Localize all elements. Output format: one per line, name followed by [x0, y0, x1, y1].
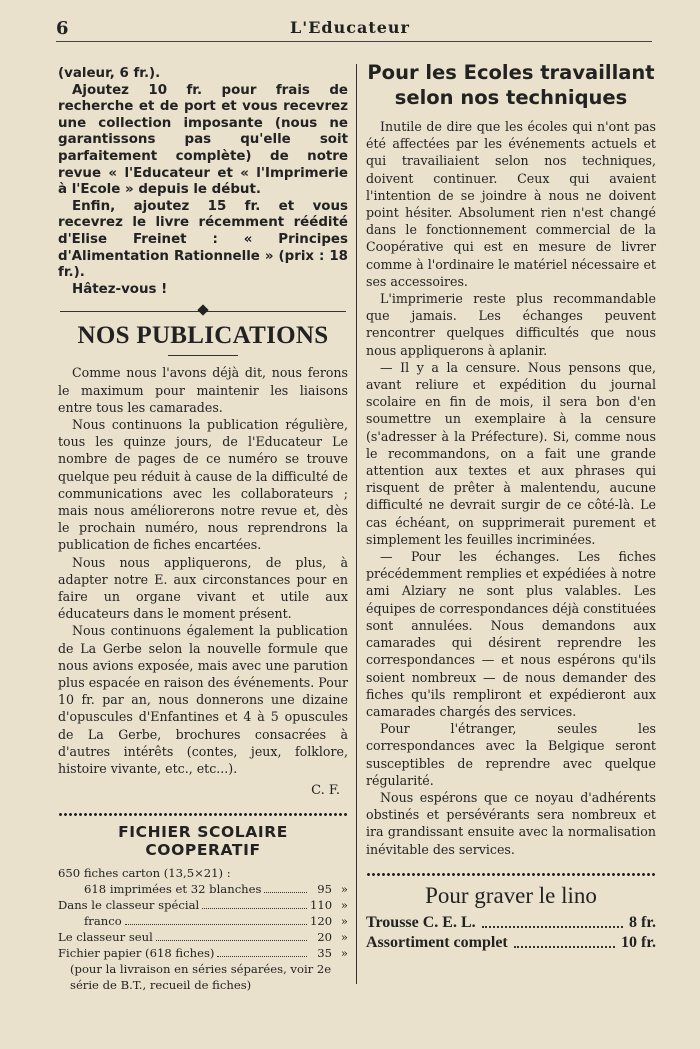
price-row: [58, 945, 348, 961]
lino-label: Trousse C. E. L.: [366, 913, 476, 931]
ecoles-paragraph: L'imprimerie reste plus recommandable que jamais. Les échanges peuvent rencontrer quelques difficultés que nous nous appliquerons à aplanir.: [366, 291, 656, 358]
offer-line: (valeur, 6 fr.).: [58, 66, 161, 81]
price-row: [58, 929, 348, 945]
lino-row: [366, 913, 656, 933]
price-label: franco: [84, 914, 122, 929]
pub-paragraph: Nous nous appliquerons, de plus, à adapter notre E. aux circonstances pour en faire un organe vivant et utile aux éducateurs dans le moment présent.: [58, 554, 348, 622]
price-value: 120: [310, 914, 333, 929]
price-value: 20: [317, 930, 332, 945]
pub-paragraph: Nous continuons également la publication de La Gerbe selon la nouvelle formule que nous avions exposée, mais avec une parution plus espacée en raison des événements. Pour 10 fr. par an, nous donnerons une dizaine d'opuscules d'Enfantines et 4 à 5 opuscules de La Gerbe, brochures consacrées à d'autres intérêts (contes, jeux, folklore, histoire vivante, etc., etc...).: [58, 623, 348, 776]
ecoles-paragraph: — Pour les échanges. Les fiches précédemment remplies et expédiées à notre ami Alziary ne sont plus valables. Les équipes de correspondances déjà constituées sont annulées. Nous demandons aux camarades qui désirent reprendre les correspondances — et nous espérons qu'ils soient nombreux — de nous demander des fiches qu'ils rempliront et expédieront aux camarades chargés des services.: [366, 549, 656, 719]
price-row: [58, 881, 348, 897]
price-value: 110: [310, 898, 333, 913]
price-label: 650 fiches carton (13,5×21) :: [58, 866, 231, 881]
price-label: Fichier papier (618 fiches): [58, 946, 215, 961]
lino-value: 10 fr.: [621, 933, 656, 951]
ecoles-paragraph: Pour l'étranger, seules les correspondances avec la Belgique seront susceptibles de reprendre avec quelque régularité.: [366, 721, 656, 788]
lino-value: 8 fr.: [629, 913, 656, 931]
publications-heading: NOS PUBLICATIONS: [77, 322, 329, 350]
price-value: 35: [317, 946, 332, 961]
price-value: 95: [317, 882, 332, 897]
running-title: L'Educateur: [290, 18, 410, 37]
signature: C. F.: [311, 783, 340, 799]
price-row: [58, 913, 348, 929]
dotted-divider: [58, 812, 348, 817]
fichier-note: (pour la livraison en séries séparées, voir 2e série de B.T., recueil de fiches): [70, 962, 332, 993]
price-label: 618 imprimées et 32 blanches: [84, 882, 262, 897]
price-row: [58, 897, 348, 913]
right-column: [366, 60, 656, 953]
ecoles-heading: Pour les Ecoles travaillant selon nos techniques: [367, 61, 655, 109]
subscription-offer: [58, 66, 348, 298]
heading-rule: [168, 355, 238, 356]
ecoles-paragraph: — Il y a la censure. Nous pensons que, avant reliure et expédition du journal scolaire en fin de mois, il sera bon d'en soumettre un exemplaire à la censure (s'adresser à la Préfecture). Si, comme nous le recommandons, on a fait une grande attention aux textes et aux phrases qui risquent de prêter à malentendu, aucune difficulté ne devrait surgir de ce côté-là. Le cas échéant, on supprimerait purement et simplement les feuilles incriminées.: [366, 359, 656, 547]
header-rule: [56, 41, 652, 42]
fichier-title: FICHIER SCOLAIRE COOPERATIF: [118, 823, 288, 860]
price-label: Le classeur seul: [58, 930, 153, 945]
left-column: [58, 66, 348, 993]
column-divider: [356, 64, 357, 984]
ecoles-paragraph: Inutile de dire que les écoles qui n'ont pas été affectées par les événements actuels et qui travailiaient selon nos techniques, doivent continuer. Ceux qui avaient l'intention de se joindre à nous ne doivent point hésiter. Absolument rien n'est changé dans le fonctionnement commercial de la Coopérative qui est en mesure de livrer comme à l'ordinaire le matériel nécessaire et ses accessoires.: [366, 119, 656, 289]
price-unit: »: [340, 914, 348, 929]
pub-paragraph: Comme nous l'avons déjà dit, nous ferons le maximum pour maintenir les liaisons entre tous les camarades.: [58, 365, 348, 415]
price-unit: »: [340, 898, 348, 913]
offer-line: Ajoutez 10 fr. pour frais de recherche et de port et vous recevrez une collection imposante (nous ne garantissons pas qu'elle soit parfaitement complète) de notre revue « l'Educateur et « l'Imprimerie à l'Ecole » depuis le début.: [58, 82, 348, 198]
ecoles-paragraph: Nous espérons que ce noyau d'adhérents obstinés et persévérants sera nombreux et ira grandissant ensuite avec la normalisation inévitable des services.: [366, 789, 656, 857]
price-unit: »: [340, 930, 348, 945]
price-unit: »: [340, 946, 348, 961]
lino-label: Assortiment complet: [366, 933, 508, 951]
lino-row: [366, 933, 656, 953]
price-label: Dans le classeur spécial: [58, 898, 200, 913]
offer-line: Enfin, ajoutez 15 fr. et vous recevrez le livre récemment réédité d'Elise Freinet : « Principes d'Alimentation Rationnelle » (prix : 18 fr.).: [58, 198, 348, 281]
price-intro: [58, 865, 348, 881]
pub-paragraph: Nous continuons la publication régulière, tous les quinze jours, de l'Educateur Le nombre de pages de ce numéro se trouve quelque peu réduit à cause de la difficulté de communications avec les collaborateurs ; mais nous améliorerons notre revue et, dès le prochain numéro, nous reprendrons la publication de fiches encartées.: [58, 416, 348, 553]
offer-line: Hâtez-vous !: [72, 281, 168, 297]
lino-title: Pour graver le lino: [425, 882, 597, 908]
dotted-divider: [366, 872, 656, 877]
page-number: 6: [56, 18, 69, 39]
price-unit: »: [340, 882, 348, 897]
diamond-divider: [58, 304, 348, 318]
